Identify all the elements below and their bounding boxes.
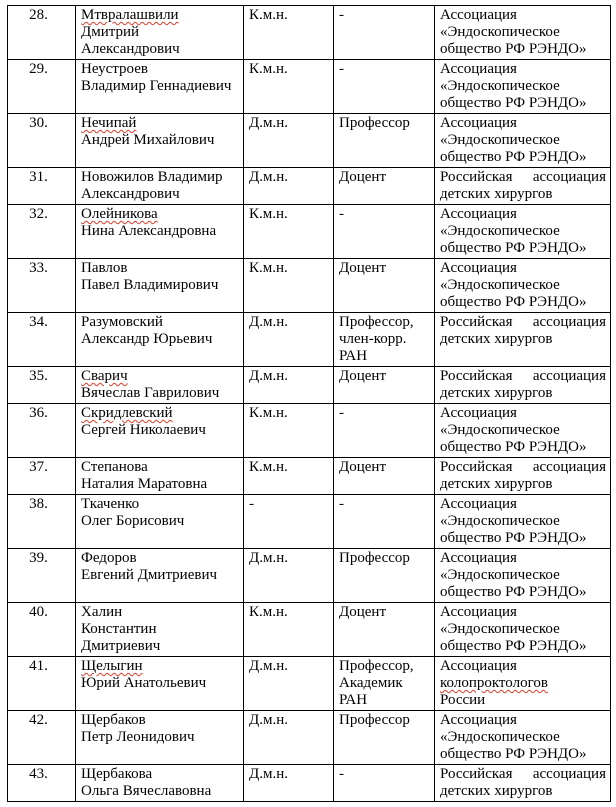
association-line: Российская ассоциация xyxy=(440,766,606,782)
degree-cell: - xyxy=(244,495,334,549)
misspelled-word: Мтвралашвили xyxy=(81,7,179,23)
title-line: - xyxy=(339,766,344,782)
association-line: Российская ассоциация xyxy=(440,169,606,185)
association-line: Ассоциация xyxy=(440,115,517,131)
title-cell xyxy=(334,367,435,404)
name-line: Петр Леонидович xyxy=(81,729,195,745)
name-line: Владимир Геннадиевич xyxy=(81,78,232,94)
association-line: «Эндоскопическое xyxy=(440,24,560,40)
title-cell xyxy=(334,711,435,765)
association-line: детских хирургов xyxy=(440,385,553,401)
misspelled-word: Щелыгин xyxy=(81,658,143,674)
degree-cell: К.м.н. xyxy=(244,603,334,657)
name-line: Дмитрий xyxy=(81,24,140,40)
association-line: Ассоциация xyxy=(440,712,517,728)
association-line: Ассоциация xyxy=(440,260,517,276)
table-row xyxy=(8,458,611,495)
association-line: Ассоциация xyxy=(440,496,517,512)
title-cell xyxy=(334,6,435,60)
title-line: Профессор xyxy=(339,712,410,728)
association-cell xyxy=(435,711,611,765)
title-line: Профессор, xyxy=(339,658,414,674)
name-line: Дмитриевич xyxy=(81,638,161,654)
table-row xyxy=(8,205,611,259)
name-line: Халин xyxy=(81,604,123,620)
name-cell xyxy=(76,205,244,259)
name-line: Ольга Вячеславовна xyxy=(81,783,212,799)
name-line: Наталия Маратовна xyxy=(81,476,208,492)
title-cell xyxy=(334,404,435,458)
association-line: «Эндоскопическое xyxy=(440,78,560,94)
association-line: «Эндоскопическое xyxy=(440,132,560,148)
title-cell xyxy=(334,657,435,711)
degree-cell: Д.м.н. xyxy=(244,765,334,802)
title-line: Профессор xyxy=(339,550,410,566)
name-line: Павел Владимирович xyxy=(81,277,219,293)
association-line: общество РФ РЭНДО» xyxy=(440,294,587,310)
title-cell xyxy=(334,114,435,168)
name-line: Неустроев xyxy=(81,61,148,77)
association-line: общество РФ РЭНДО» xyxy=(440,41,587,57)
degree-cell: К.м.н. xyxy=(244,205,334,259)
row-number-cell: 35. xyxy=(8,367,76,404)
association-line: детских хирургов xyxy=(440,476,553,492)
association-cell xyxy=(435,765,611,802)
title-line: РАН xyxy=(339,348,368,364)
table-row xyxy=(8,6,611,60)
title-line: Академик xyxy=(339,675,403,691)
name-line: Константин xyxy=(81,621,157,637)
degree-cell: Д.м.н. xyxy=(244,168,334,205)
association-cell xyxy=(435,205,611,259)
name-line: Олег Борисович xyxy=(81,513,185,529)
association-line: Ассоциация xyxy=(440,7,517,23)
association-line: детских хирургов xyxy=(440,783,553,799)
title-line: Доцент xyxy=(339,604,386,620)
name-cell xyxy=(76,6,244,60)
title-line: РАН xyxy=(339,692,368,708)
name-line: Андрей Михайлович xyxy=(81,132,215,148)
row-number-cell: 30. xyxy=(8,114,76,168)
table-row xyxy=(8,765,611,802)
row-number-cell: 28. xyxy=(8,6,76,60)
association-line: Ассоциация xyxy=(440,604,517,620)
row-number-cell: 38. xyxy=(8,495,76,549)
title-line: - xyxy=(339,496,344,512)
association-line: «Эндоскопическое xyxy=(440,567,560,583)
degree-cell: Д.м.н. xyxy=(244,313,334,367)
association-line: общество РФ РЭНДО» xyxy=(440,584,587,600)
name-line: Щербакова xyxy=(81,766,153,782)
association-cell xyxy=(435,114,611,168)
name-cell xyxy=(76,603,244,657)
name-cell xyxy=(76,657,244,711)
table-row xyxy=(8,603,611,657)
name-line: Федоров xyxy=(81,550,137,566)
name-cell xyxy=(76,60,244,114)
association-line: Российская ассоциация xyxy=(440,459,606,475)
table-row xyxy=(8,60,611,114)
row-number-cell: 40. xyxy=(8,603,76,657)
association-cell xyxy=(435,603,611,657)
table-row xyxy=(8,404,611,458)
title-line: - xyxy=(339,7,344,23)
association-cell xyxy=(435,495,611,549)
association-line: детских хирургов xyxy=(440,186,553,202)
table-row xyxy=(8,114,611,168)
row-number-cell: 29. xyxy=(8,60,76,114)
name-cell xyxy=(76,404,244,458)
association-line: общество РФ РЭНДО» xyxy=(440,149,587,165)
association-line: «Эндоскопическое xyxy=(440,223,560,239)
table-row xyxy=(8,367,611,404)
title-cell xyxy=(334,259,435,313)
name-cell xyxy=(76,765,244,802)
association-cell xyxy=(435,367,611,404)
title-cell xyxy=(334,458,435,495)
misspelled-word: Нечипай xyxy=(81,115,137,131)
name-line: Александр Юрьевич xyxy=(81,331,213,347)
row-number-cell: 37. xyxy=(8,458,76,495)
name-line: Сергей Николаевич xyxy=(81,422,206,438)
table-row xyxy=(8,549,611,603)
row-number-cell: 42. xyxy=(8,711,76,765)
table-row xyxy=(8,313,611,367)
name-cell xyxy=(76,168,244,205)
degree-cell: К.м.н. xyxy=(244,259,334,313)
degree-cell: Д.м.н. xyxy=(244,114,334,168)
table-row xyxy=(8,657,611,711)
association-cell xyxy=(435,60,611,114)
title-cell xyxy=(334,205,435,259)
name-cell xyxy=(76,495,244,549)
row-number-cell: 33. xyxy=(8,259,76,313)
misspelled-word: Сварич xyxy=(81,368,128,384)
association-line: Ассоциация xyxy=(440,550,517,566)
association-line: общество РФ РЭНДО» xyxy=(440,240,587,256)
title-cell xyxy=(334,765,435,802)
roster-table-body xyxy=(8,6,611,802)
association-cell xyxy=(435,458,611,495)
name-cell xyxy=(76,458,244,495)
association-line: Российская ассоциация xyxy=(440,314,606,330)
row-number-cell: 39. xyxy=(8,549,76,603)
association-cell xyxy=(435,259,611,313)
title-cell xyxy=(334,495,435,549)
association-line: Российская ассоциация xyxy=(440,368,606,384)
name-line: Степанова xyxy=(81,459,148,475)
name-line: Щербаков xyxy=(81,712,146,728)
association-line: Ассоциация xyxy=(440,405,517,421)
name-line: Ткаченко xyxy=(81,496,140,512)
name-line: Новожилов Владимир xyxy=(81,169,223,185)
title-line: член-корр. xyxy=(339,331,407,347)
association-line: общество РФ РЭНДО» xyxy=(440,638,587,654)
title-line: Доцент xyxy=(339,260,386,276)
degree-cell: К.м.н. xyxy=(244,60,334,114)
title-cell xyxy=(334,549,435,603)
association-cell xyxy=(435,313,611,367)
association-line: «Эндоскопическое xyxy=(440,729,560,745)
name-line: Нина Александровна xyxy=(81,223,217,239)
association-line: «Эндоскопическое xyxy=(440,513,560,529)
row-number-cell: 34. xyxy=(8,313,76,367)
association-cell xyxy=(435,549,611,603)
association-line: «Эндоскопическое xyxy=(440,277,560,293)
row-number-cell: 36. xyxy=(8,404,76,458)
table-row xyxy=(8,711,611,765)
association-cell xyxy=(435,657,611,711)
name-cell xyxy=(76,549,244,603)
name-line: Евгений Дмитриевич xyxy=(81,567,218,583)
table-row xyxy=(8,495,611,549)
degree-cell: К.м.н. xyxy=(244,404,334,458)
association-line: детских хирургов xyxy=(440,331,553,347)
title-line: Профессор xyxy=(339,115,410,131)
degree-cell: Д.м.н. xyxy=(244,549,334,603)
association-line: «Эндоскопическое xyxy=(440,422,560,438)
name-line: Александрович xyxy=(81,41,180,57)
degree-cell: К.м.н. xyxy=(244,6,334,60)
title-line: Профессор, xyxy=(339,314,414,330)
association-line: общество РФ РЭНДО» xyxy=(440,746,587,762)
association-line: Ассоциация xyxy=(440,206,517,222)
title-line: - xyxy=(339,405,344,421)
table-row xyxy=(8,168,611,205)
name-line: Павлов xyxy=(81,260,128,276)
association-cell xyxy=(435,168,611,205)
name-line: Юрий Анатольевич xyxy=(81,675,207,691)
title-line: Доцент xyxy=(339,459,386,475)
degree-cell: Д.м.н. xyxy=(244,657,334,711)
title-line: Доцент xyxy=(339,169,386,185)
name-cell xyxy=(76,259,244,313)
faculty-roster-table xyxy=(7,5,611,802)
association-line: Ассоциация xyxy=(440,658,517,674)
misspelled-word: Олейникова xyxy=(81,206,158,222)
title-line: - xyxy=(339,61,344,77)
row-number-cell: 41. xyxy=(8,657,76,711)
title-cell xyxy=(334,313,435,367)
title-cell xyxy=(334,60,435,114)
name-cell xyxy=(76,313,244,367)
degree-cell: Д.м.н. xyxy=(244,711,334,765)
association-line: «Эндоскопическое xyxy=(440,621,560,637)
association-line: общество РФ РЭНДО» xyxy=(440,439,587,455)
association-line: общество РФ РЭНДО» xyxy=(440,530,587,546)
name-cell xyxy=(76,114,244,168)
name-line: Александрович xyxy=(81,186,180,202)
misspelled-word: колопроктологов xyxy=(440,675,548,691)
row-number-cell: 32. xyxy=(8,205,76,259)
row-number-cell: 43. xyxy=(8,765,76,802)
misspelled-word: Скридлевский xyxy=(81,405,173,421)
association-cell xyxy=(435,6,611,60)
table-row xyxy=(8,259,611,313)
association-line: России xyxy=(440,692,486,708)
degree-cell: Д.м.н. xyxy=(244,367,334,404)
name-line: Разумовский xyxy=(81,314,163,330)
title-cell xyxy=(334,168,435,205)
title-line: Доцент xyxy=(339,368,386,384)
name-cell xyxy=(76,711,244,765)
title-line: - xyxy=(339,206,344,222)
name-cell xyxy=(76,367,244,404)
degree-cell: К.м.н. xyxy=(244,458,334,495)
name-line: Вячеслав Гаврилович xyxy=(81,385,220,401)
association-line: общество РФ РЭНДО» xyxy=(440,95,587,111)
association-cell xyxy=(435,404,611,458)
association-line: Ассоциация xyxy=(440,61,517,77)
row-number-cell: 31. xyxy=(8,168,76,205)
title-cell xyxy=(334,603,435,657)
